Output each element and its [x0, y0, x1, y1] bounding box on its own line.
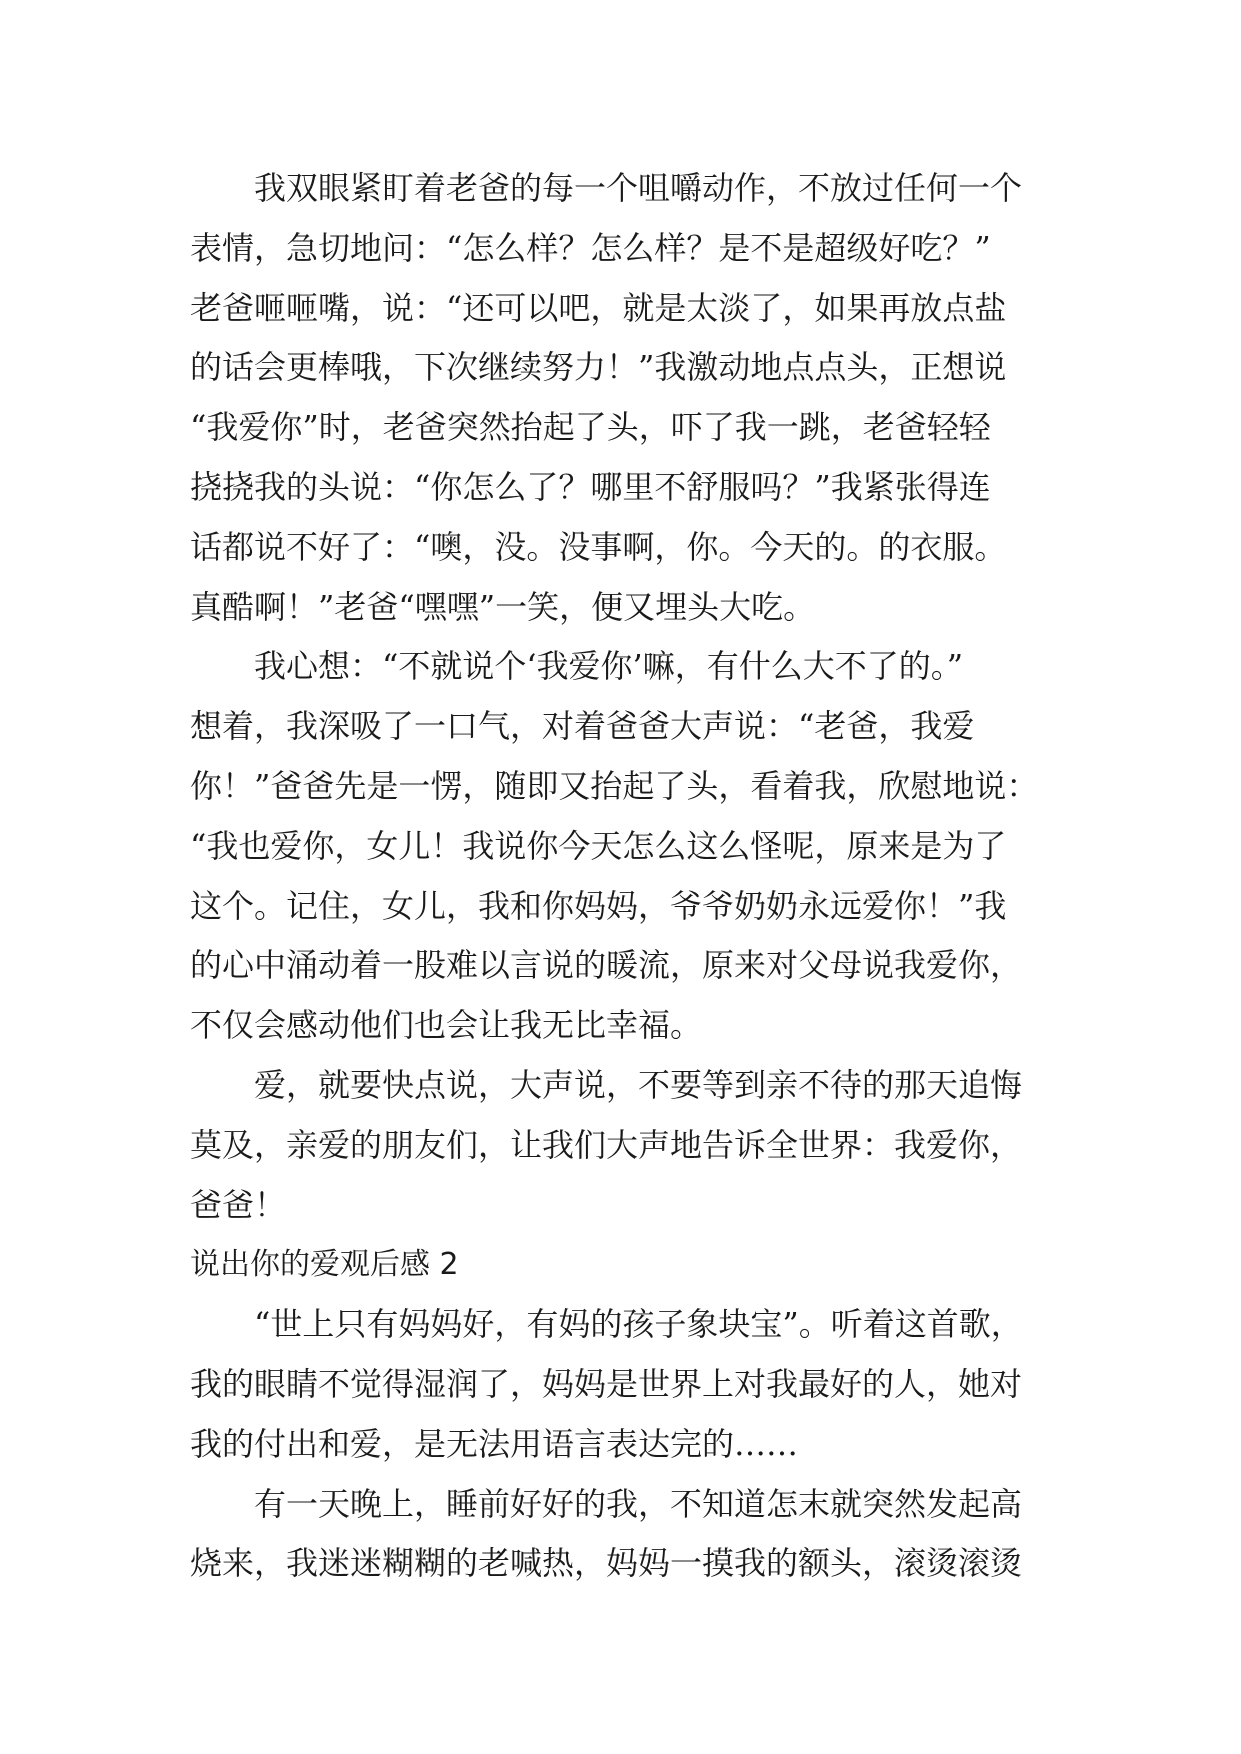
text-line: 我心想：“不就说个‘我爱你’嘛，有什么大不了的。” [254, 647, 964, 686]
text-line: 不仅会感动他们也会让我无比幸福。 [190, 1006, 703, 1045]
text-line: 老爸咂咂嘴，说：“还可以吧，就是太淡了，如果再放点盐 [190, 288, 1007, 327]
document-body [190, 159, 1090, 1594]
text-line: “我也爱你，女儿！我说你今天怎么这么怪呢，原来是为了 [190, 826, 1007, 865]
section-heading: 说出你的爱观后感 2 [190, 1247, 459, 1283]
text-line: 爸爸！ [190, 1185, 287, 1224]
text-line: 这个。记住，女儿，我和你妈妈，爷爷奶奶永远爱你！”我 [190, 886, 1007, 925]
text-line: 想着，我深吸了一口气，对着爸爸大声说：“老爸，我爱 [190, 707, 975, 746]
text-line: 我双眼紧盯着老爸的每一个咀嚼动作，不放过任何一个 [254, 169, 1023, 207]
text-line: 的心中涌动着一股难以言说的暖流，原来对父母说我爱你， [190, 946, 1023, 985]
text-line: 莫及，亲爱的朋友们，让我们大声地告诉全世界：我爱你， [190, 1125, 1023, 1164]
text-line: 烧来，我迷迷糊糊的老喊热，妈妈一摸我的额头，滚烫滚烫 [190, 1544, 1023, 1583]
text-line: 表情，急切地问：“怎么样？怎么样？是不是超级好吃？” [190, 228, 991, 267]
text-line: 我的眼睛不觉得湿润了，妈妈是世界上对我最好的人，她对 [190, 1364, 1023, 1403]
text-line: “我爱你”时，老爸突然抬起了头，吓了我一跳，老爸轻轻 [190, 408, 991, 447]
text-line: 真酷啊！”老爸“嘿嘿”一笑，便又埋头大吃。 [190, 587, 816, 626]
text-line: 你！”爸爸先是一愣，随即又抬起了头，看着我，欣慰地说： [190, 766, 1039, 805]
text-line: “世上只有妈妈好，有妈的孩子象块宝”。听着这首歌， [254, 1305, 1023, 1344]
text-line: 我的付出和爱，是无法用语言表达完的…… [190, 1424, 799, 1463]
text-line: 话都说不好了：“噢，没。没事啊，你。今天的。的衣服。 [190, 527, 1007, 566]
text-line: 的话会更棒哦，下次继续努力！”我激动地点点头，正想说 [190, 348, 1007, 387]
text-line: 挠挠我的头说：“你怎么了？哪里不舒服吗？”我紧张得连 [190, 467, 991, 506]
text-line: 爱，就要快点说，大声说，不要等到亲不待的那天追悔 [254, 1065, 1023, 1104]
text-line: 有一天晚上，睡前好好的我，不知道怎末就突然发起高 [254, 1484, 1023, 1523]
